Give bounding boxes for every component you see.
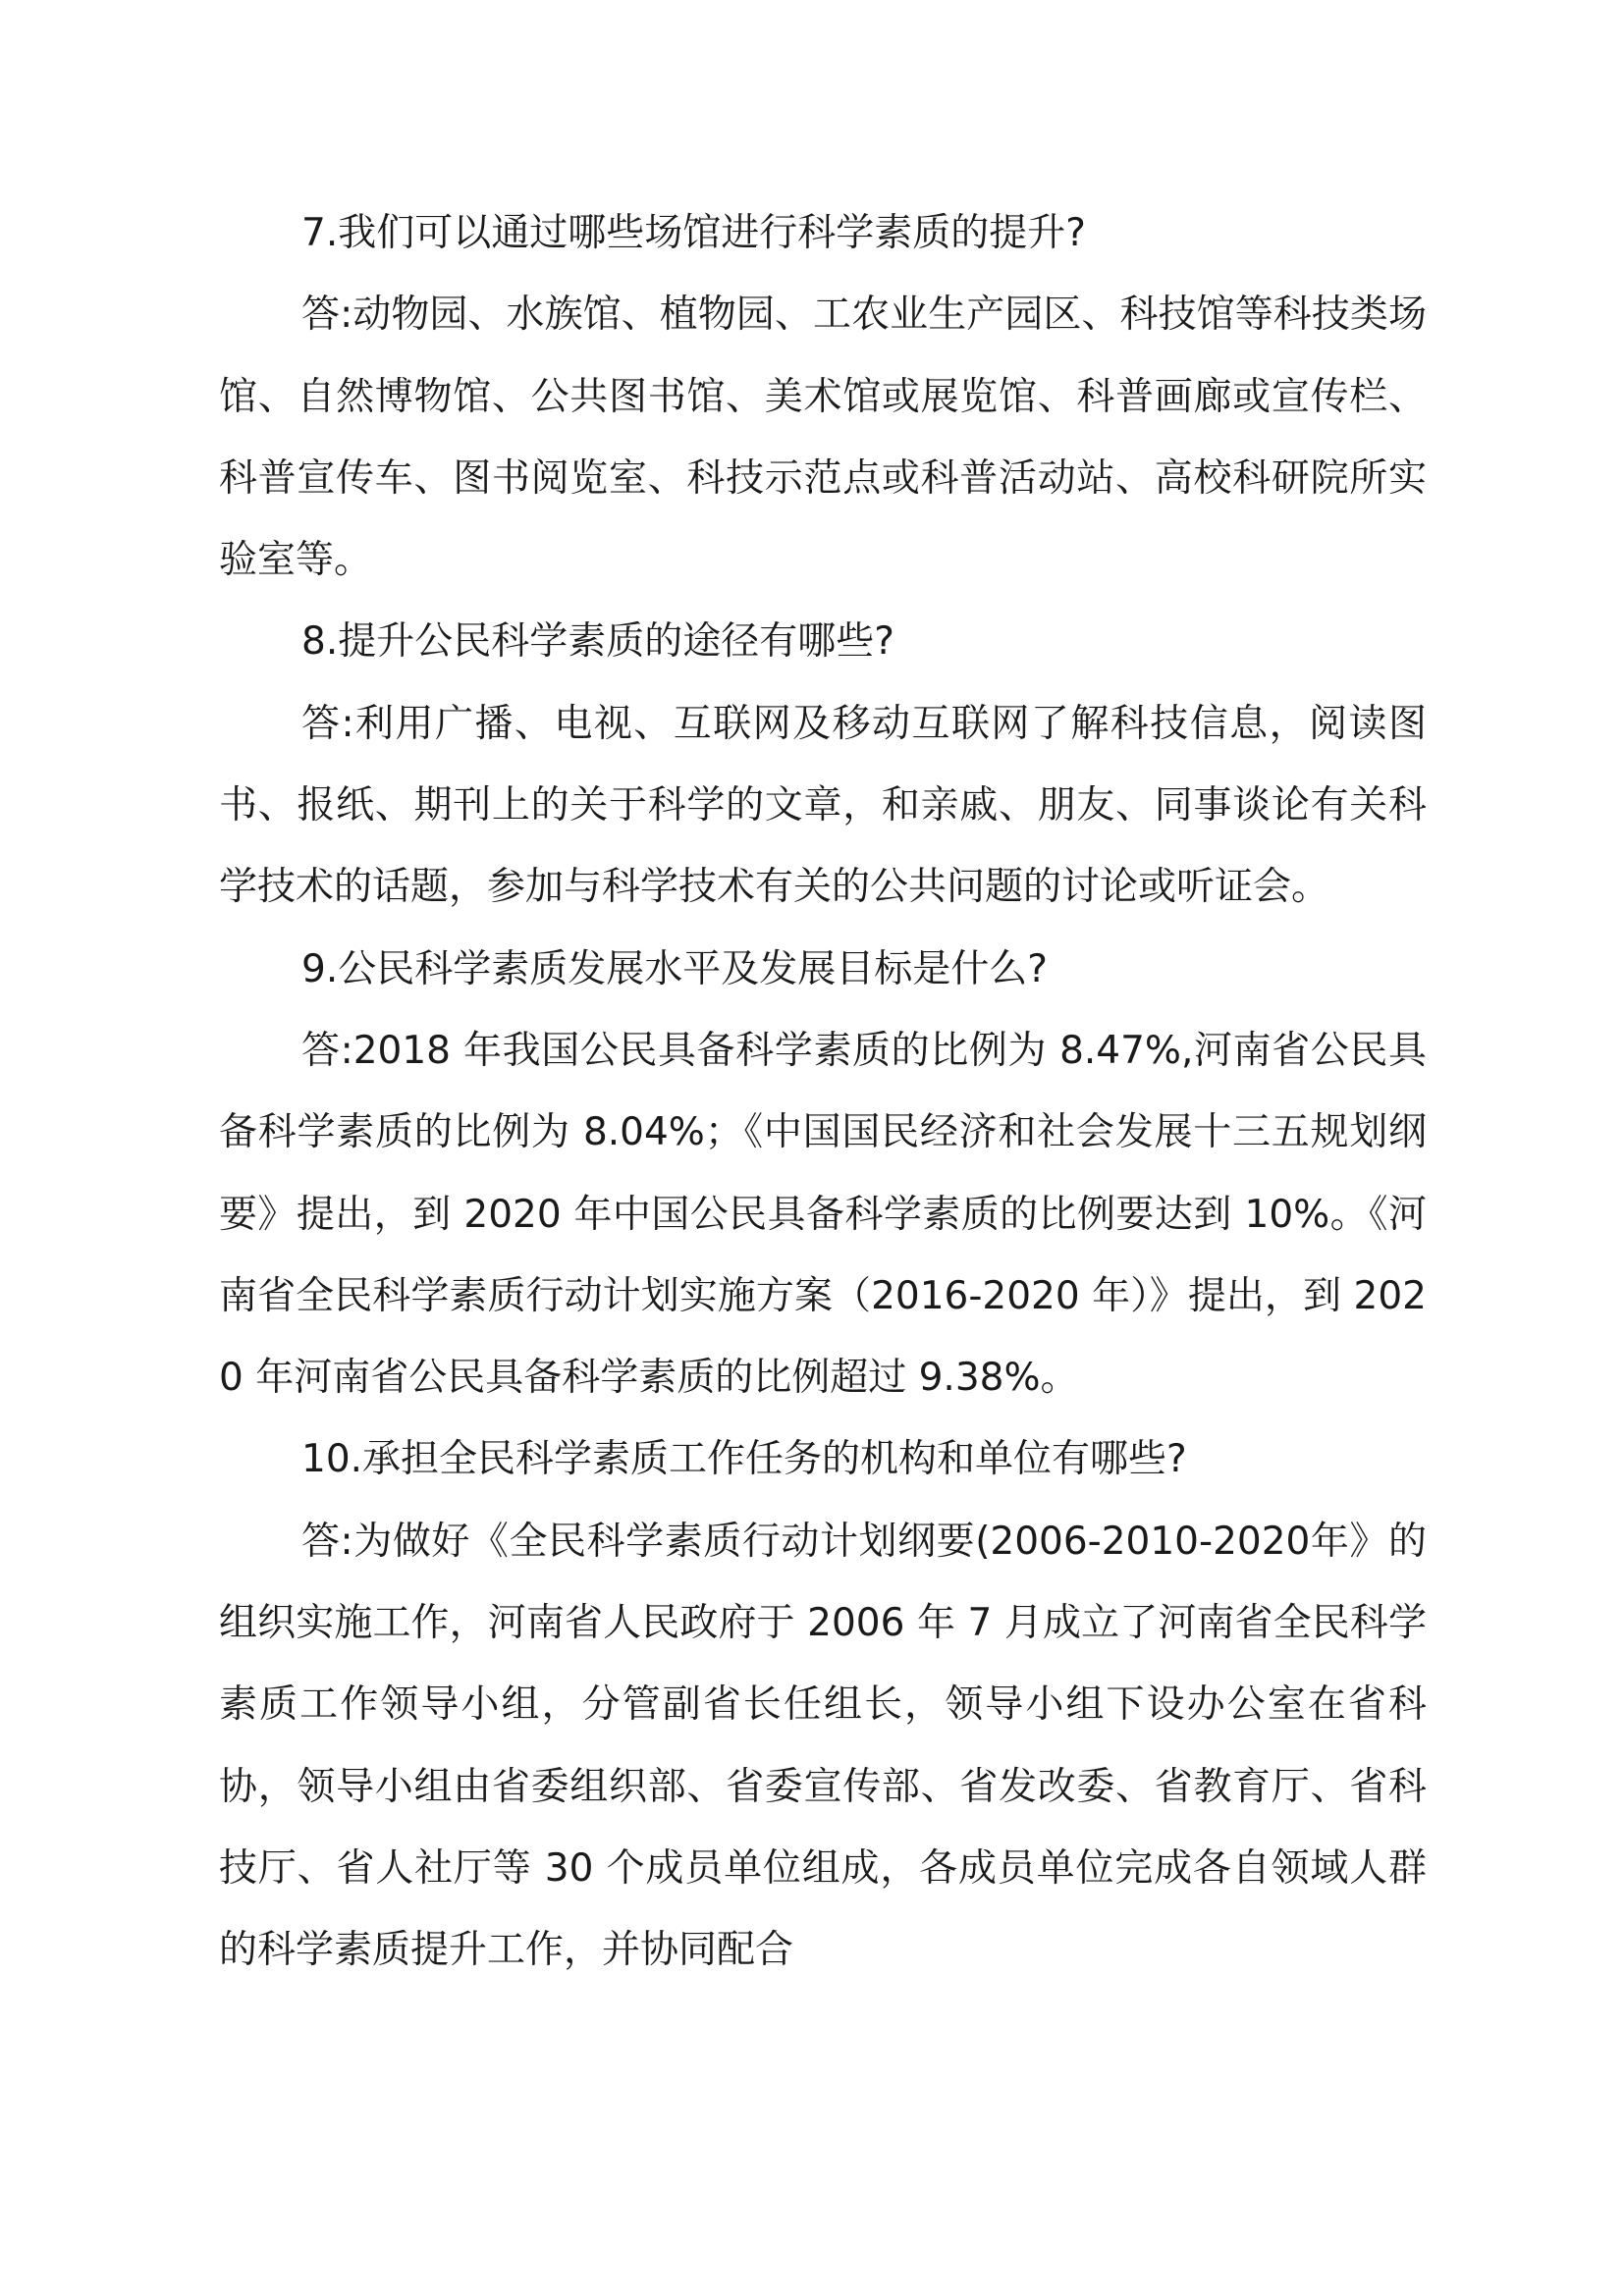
question-9: 9.公民科学素质发展水平及发展目标是什么? (301, 946, 1048, 991)
answer-10: 答:为做好《全民科学素质行动计划纲要(2006-2010-2020年》的组织实施工作，河南省人民政府于 2006 年 7 月成立了河南省全民科学素质工作领导小组，分管副省长任组长，领导小组下设办公室在省科协，领导小组由省委组织部、省委宣传部、省发改委、省教育厅、省科技厅、省人社厅等 30 个成员单位组成，各成员单位完成各自领域人群的科学素质提升工作，并协同配合 (219, 1519, 1427, 1973)
question-10: 10.承担全民科学素质工作任务的机构和单位有哪些? (301, 1437, 1187, 1482)
question-8: 8.提升公民科学素质的途径有哪些? (301, 619, 894, 665)
answer-9: 答:2018 年我国公民具备科学素质的比例为 8.47%,河南省公民具备科学素质的比例为 8.04%；《中国国民经济和社会发展十三五规划纲要》提出，到 2020 年中国公民具备科学素质的比例要达到 10%。《河南省全民科学素质行动计划实施方案（2016-2020 年）》提出，到 2020 年河南省公民具备科学素质的比例超过 9.38%。 (219, 1028, 1427, 1401)
document-body (219, 192, 1427, 1992)
answer-8: 答:利用广播、电视、互联网及移动互联网了解科技信息，阅读图书、报纸、期刊上的关于科学的文章，和亲戚、朋友、同事谈论有关科学技术的话题，参加与科学技术有关的公共问题的讨论或听证会。 (219, 701, 1427, 910)
answer-7: 答:动物园、水族馆、植物园、工农业生产园区、科技馆等科技类场馆、自然博物馆、公共图书馆、美术馆或展览馆、科普画廊或宣传栏、科普宣传车、图书阅览室、科技示范点或科普活动站、高校科研院所实验室等。 (219, 293, 1427, 583)
question-7: 7.我们可以通过哪些场馆进行科学素质的提升? (301, 211, 1086, 255)
